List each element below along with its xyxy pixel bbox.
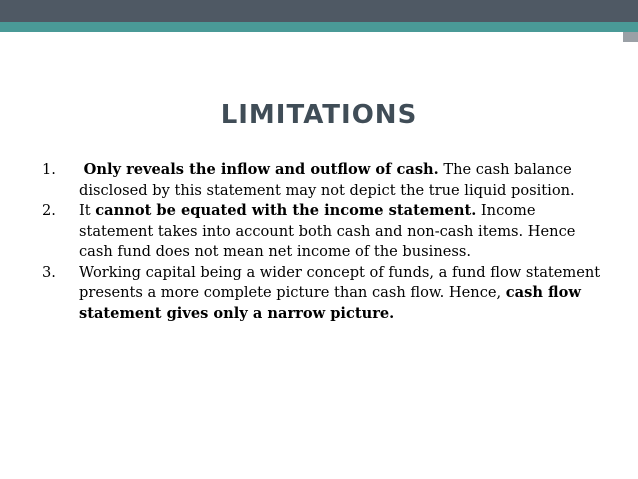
item-number: 3.	[42, 263, 56, 281]
item-rest: Income statement takes into account both cash and non-cash items. Hence cash fund does not mean net income of the business.	[79, 202, 576, 260]
item-text	[79, 263, 602, 325]
list-item	[42, 160, 602, 201]
accent-bar	[0, 22, 638, 32]
list-item	[42, 201, 602, 263]
slide-title: LIMITATIONS	[220, 100, 418, 130]
item-number: 2.	[42, 202, 56, 219]
item-rest: The cash balance disclosed by this statement may not depict the true liquid position.	[79, 161, 575, 199]
list-item	[42, 263, 602, 325]
item-lead: It	[79, 202, 96, 219]
limitations-list	[42, 160, 602, 324]
corner-decoration	[623, 0, 638, 42]
item-bold: cash flow statement gives only a narrow picture.	[79, 284, 581, 322]
item-bold: cannot be equated with the income statement.	[95, 202, 477, 219]
item-text	[79, 160, 602, 201]
item-number: 1.	[42, 161, 56, 178]
header-bar	[0, 0, 638, 22]
item-lead: Working capital being a wider concept of funds, a fund flow statement presents a more complete picture than cash flow. Hence,	[79, 263, 601, 301]
item-text	[79, 201, 602, 263]
item-bold: Only reveals the inflow and outflow of cash.	[83, 161, 439, 178]
